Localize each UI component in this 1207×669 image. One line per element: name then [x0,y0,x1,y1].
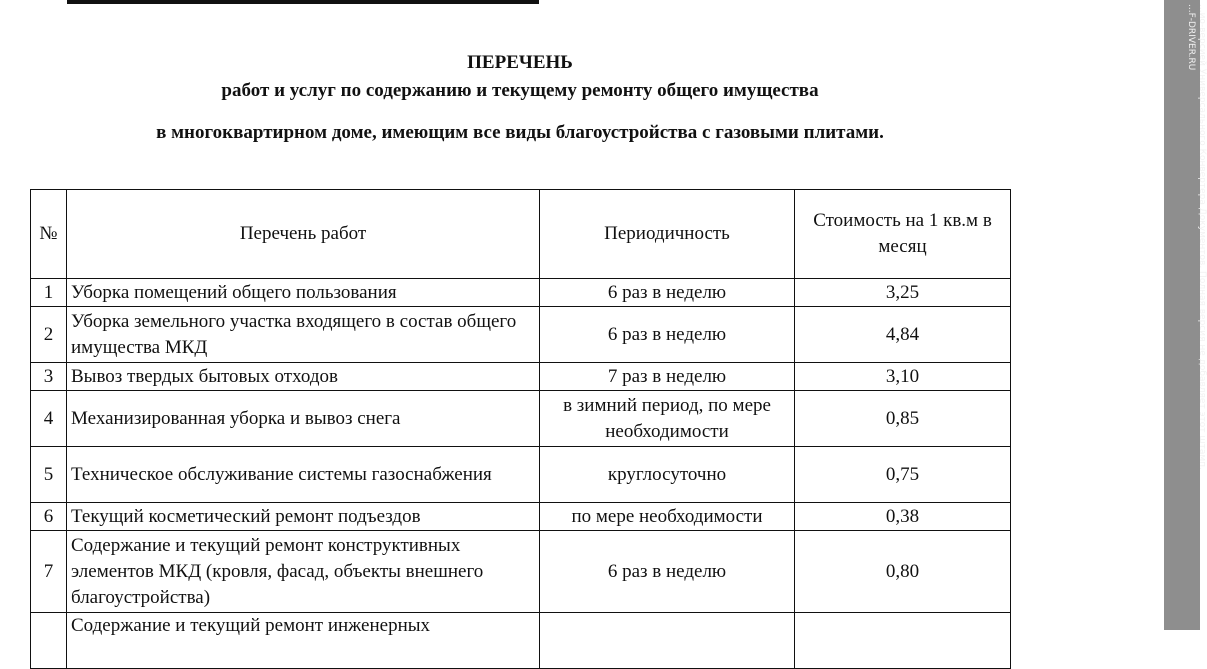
row-period: в зимний период, по мере необходимости [540,391,795,447]
header-period: Периодичность [540,190,795,279]
works-table [30,189,1011,669]
row-period: по мере необходимости [540,503,795,531]
row-cost: 3,25 [795,279,1011,307]
table-row [31,613,1011,669]
row-cost: 3,10 [795,363,1011,391]
header-num: № [31,190,67,279]
row-name: Содержание и текущий ремонт конструктивных элементов МКД (кровля, фасад, объекты внешнего благоустройства) [67,531,540,613]
row-cost: 4,84 [795,307,1011,363]
row-period: 6 раз в неделю [540,307,795,363]
table-row [31,447,1011,503]
row-num: 2 [31,307,67,363]
row-num: 7 [31,531,67,613]
row-period [540,613,795,669]
row-cost [795,613,1011,669]
header-cost: Стоимость на 1 кв.м в месяц [795,190,1011,279]
document-title: ПЕРЕЧЕНЬ [467,52,573,73]
row-name: Вывоз твердых бытовых отходов [67,363,540,391]
row-cost: 0,75 [795,447,1011,503]
row-num: 3 [31,363,67,391]
row-num: 5 [31,447,67,503]
document-subtitle-2: в многоквартирном доме, имеющим все виды благоустройства с газовыми плитами. [156,122,884,143]
row-num: 1 [31,279,67,307]
row-cost: 0,85 [795,391,1011,447]
table-row [31,363,1011,391]
row-name: Уборка земельного участка входящего в состав общего имущества МКД [67,307,540,363]
watermark-line-1: ...ио-версией Универсального Конвертера Документов. Полная версия не добавляет этот штамп. [1197,4,1207,470]
header-name: Перечень работ [67,190,540,279]
row-num: 4 [31,391,67,447]
row-num [31,613,67,669]
row-cost: 0,80 [795,531,1011,613]
watermark-line-2: ...F-DRIVER.RU [1186,4,1196,71]
row-period: 7 раз в неделю [540,363,795,391]
table-header-row [31,190,1011,279]
watermark-text [1185,4,1207,470]
row-name: Техническое обслуживание системы газоснабжения [67,447,540,503]
row-name: Уборка помещений общего пользования [67,279,540,307]
top-rule [67,0,539,4]
table-row [31,391,1011,447]
row-period: 6 раз в неделю [540,279,795,307]
table-row [31,531,1011,613]
table-row [31,503,1011,531]
row-num: 6 [31,503,67,531]
row-name: Механизированная уборка и вывоз снега [67,391,540,447]
row-name: Текущий косметический ремонт подъездов [67,503,540,531]
row-name: Содержание и текущий ремонт инженерных [67,613,540,669]
row-period: круглосуточно [540,447,795,503]
table-row [31,307,1011,363]
row-cost: 0,38 [795,503,1011,531]
row-period: 6 раз в неделю [540,531,795,613]
document-subtitle: работ и услуг по содержанию и текущему ремонту общего имущества [221,80,819,101]
table-row [31,279,1011,307]
